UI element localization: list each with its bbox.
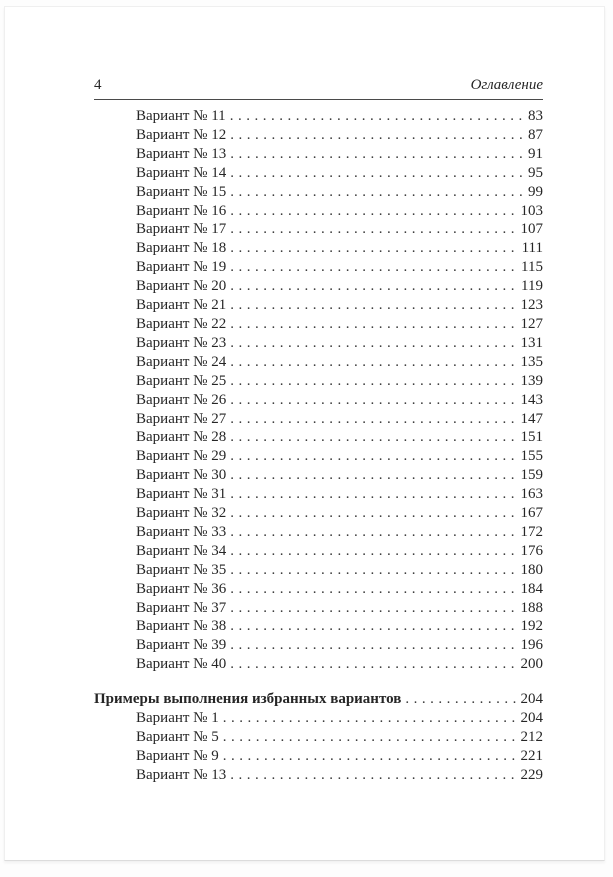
toc-row xyxy=(94,542,543,561)
toc-row xyxy=(94,447,543,466)
leader-dots xyxy=(230,372,517,391)
toc-entry-page: 95 xyxy=(528,164,543,181)
toc-entry-label: Вариант № 28 xyxy=(136,429,227,446)
toc-entry-label: Вариант № 40 xyxy=(136,656,227,673)
toc-entry-page: 151 xyxy=(520,429,543,446)
toc-row xyxy=(94,258,543,277)
leader-dots xyxy=(230,334,517,353)
toc-row xyxy=(94,636,543,655)
leader-dots xyxy=(230,202,517,221)
leader-dots xyxy=(230,504,517,523)
leader-dots xyxy=(230,447,517,466)
leader-dots xyxy=(230,391,517,410)
toc-entry-label: Вариант № 33 xyxy=(136,523,227,540)
toc-row xyxy=(94,145,543,164)
toc-entry-page: 167 xyxy=(520,505,543,522)
leader-dots xyxy=(230,599,517,618)
toc-entry-page: 192 xyxy=(520,618,543,635)
toc-entry-label: Вариант № 11 xyxy=(136,108,226,124)
toc-row xyxy=(94,766,543,785)
toc-section-row xyxy=(94,690,543,709)
toc-row xyxy=(94,239,543,258)
leader-dots xyxy=(230,239,518,258)
toc-row xyxy=(94,220,543,239)
toc-row xyxy=(94,126,543,145)
toc-row xyxy=(94,466,543,485)
toc-entry-page: 172 xyxy=(520,523,543,540)
toc-entry-page: 221 xyxy=(520,747,543,764)
toc-row xyxy=(94,747,543,766)
toc-entry-page: 143 xyxy=(520,391,543,408)
toc-entry-label: Вариант № 20 xyxy=(136,278,227,295)
toc-entry-page: 119 xyxy=(521,278,543,295)
toc-entry-label: Вариант № 13 xyxy=(136,766,227,783)
leader-dots xyxy=(230,561,517,580)
toc-row xyxy=(94,617,543,636)
page-content xyxy=(94,77,543,785)
leader-dots xyxy=(230,353,517,372)
toc-entry-label: Вариант № 17 xyxy=(136,221,227,238)
leader-dots xyxy=(230,164,525,183)
leader-dots xyxy=(223,747,518,766)
toc-row xyxy=(94,107,543,126)
toc-entry-page: 176 xyxy=(520,542,543,559)
toc-entry-label: Вариант № 31 xyxy=(136,486,227,503)
toc-entry-page: 135 xyxy=(520,353,543,370)
toc-entry-page: 212 xyxy=(520,729,543,745)
toc-entry-page: 83 xyxy=(528,108,543,124)
leader-dots xyxy=(223,728,518,747)
toc-row xyxy=(94,391,543,410)
toc-row xyxy=(94,485,543,504)
leader-dots xyxy=(230,485,517,504)
toc-entry-label: Вариант № 13 xyxy=(136,145,227,162)
leader-dots xyxy=(230,428,517,447)
toc-entry-page: 204 xyxy=(520,691,543,708)
toc-entry-page: 180 xyxy=(520,561,543,578)
running-header-title: Оглавление xyxy=(470,77,543,93)
toc-entry-label: Вариант № 14 xyxy=(136,164,227,181)
toc-entry-label: Вариант № 39 xyxy=(136,637,227,654)
toc-entry-label: Вариант № 5 xyxy=(136,729,219,745)
toc-entry-label: Вариант № 37 xyxy=(136,599,227,616)
toc-entry-page: 139 xyxy=(520,372,543,389)
leader-dots xyxy=(230,220,517,239)
toc-entry-label: Вариант № 29 xyxy=(136,448,227,465)
toc-entry-page: 111 xyxy=(521,240,543,257)
leader-dots xyxy=(230,580,517,599)
leader-dots xyxy=(230,183,525,202)
toc-row xyxy=(94,334,543,353)
toc-entry-label: Вариант № 12 xyxy=(136,126,227,143)
toc-row xyxy=(94,353,543,372)
toc-entry-page: 127 xyxy=(520,315,543,332)
leader-dots xyxy=(230,410,517,429)
toc-entry-page: 184 xyxy=(520,580,543,597)
toc-entry-label: Вариант № 35 xyxy=(136,561,227,578)
leader-dots xyxy=(230,766,517,785)
toc-entry-label: Вариант № 38 xyxy=(136,618,227,635)
toc-entry-label: Вариант № 36 xyxy=(136,580,227,597)
toc-row xyxy=(94,296,543,315)
toc-entry-label: Вариант № 26 xyxy=(136,391,227,408)
toc-row xyxy=(94,315,543,334)
toc-entry-page: 91 xyxy=(528,145,543,162)
toc-row xyxy=(94,164,543,183)
leader-dots xyxy=(230,466,517,485)
toc-entry-page: 123 xyxy=(520,297,543,314)
toc-row xyxy=(94,728,543,747)
toc-row xyxy=(94,504,543,523)
leader-dots xyxy=(230,315,517,334)
toc-entry-label: Вариант № 22 xyxy=(136,315,227,332)
toc-entry-label: Вариант № 21 xyxy=(136,297,227,314)
leader-dots xyxy=(230,296,517,315)
toc-row xyxy=(94,202,543,221)
toc-entry-page: 115 xyxy=(521,259,543,276)
toc-row xyxy=(94,561,543,580)
toc-row xyxy=(94,183,543,202)
running-header xyxy=(94,77,543,100)
leader-dots xyxy=(230,126,525,145)
leader-dots xyxy=(230,107,525,126)
toc-entry-page: 131 xyxy=(520,334,543,351)
toc-row xyxy=(94,277,543,296)
folio-page-number: 4 xyxy=(94,77,102,93)
leader-dots xyxy=(230,655,517,674)
toc-entry-page: 229 xyxy=(520,766,543,783)
toc-entry-page: 87 xyxy=(528,126,543,143)
toc-list xyxy=(94,107,543,785)
toc-entry-page: 196 xyxy=(520,637,543,654)
toc-entry-page: 103 xyxy=(520,202,543,219)
toc-row xyxy=(94,523,543,542)
toc-row xyxy=(94,580,543,599)
toc-entry-label: Вариант № 23 xyxy=(136,334,227,351)
toc-entry-page: 200 xyxy=(520,656,543,673)
toc-entry-label: Вариант № 25 xyxy=(136,372,227,389)
toc-entry-label: Вариант № 16 xyxy=(136,202,227,219)
leader-dots xyxy=(230,636,517,655)
leader-dots xyxy=(230,258,518,277)
toc-entry-page: 163 xyxy=(520,486,543,503)
toc-entry-label: Вариант № 15 xyxy=(136,183,227,200)
toc-entry-page: 155 xyxy=(520,448,543,465)
toc-entry-label: Примеры выполнения избранных вариантов xyxy=(94,691,402,708)
toc-entry-label: Вариант № 18 xyxy=(136,240,227,257)
toc-row xyxy=(94,655,543,674)
toc-entry-label: Вариант № 19 xyxy=(136,259,227,276)
leader-dots xyxy=(405,690,517,709)
leader-dots xyxy=(230,617,517,636)
toc-entry-label: Вариант № 32 xyxy=(136,505,227,522)
toc-row xyxy=(94,410,543,429)
toc-entry-page: 188 xyxy=(520,599,543,616)
toc-entry-page: 99 xyxy=(528,183,543,200)
toc-entry-label: Вариант № 24 xyxy=(136,353,227,370)
leader-dots xyxy=(230,277,518,296)
toc-entry-label: Вариант № 34 xyxy=(136,542,227,559)
toc-entry-label: Вариант № 9 xyxy=(136,747,219,764)
toc-entry-page: 159 xyxy=(520,467,543,484)
toc-entry-label: Вариант № 30 xyxy=(136,467,227,484)
toc-entry-page: 204 xyxy=(520,710,543,727)
leader-dots xyxy=(223,709,518,728)
toc-entry-label: Вариант № 27 xyxy=(136,410,227,427)
toc-row xyxy=(94,709,543,728)
toc-row xyxy=(94,599,543,618)
scanned-book-page xyxy=(4,6,605,861)
leader-dots xyxy=(230,542,517,561)
leader-dots xyxy=(230,145,525,164)
leader-dots xyxy=(230,523,517,542)
toc-entry-page: 107 xyxy=(520,221,543,238)
toc-row xyxy=(94,372,543,391)
toc-entry-label: Вариант № 1 xyxy=(136,710,219,727)
toc-row xyxy=(94,428,543,447)
toc-entry-page: 147 xyxy=(520,410,543,427)
